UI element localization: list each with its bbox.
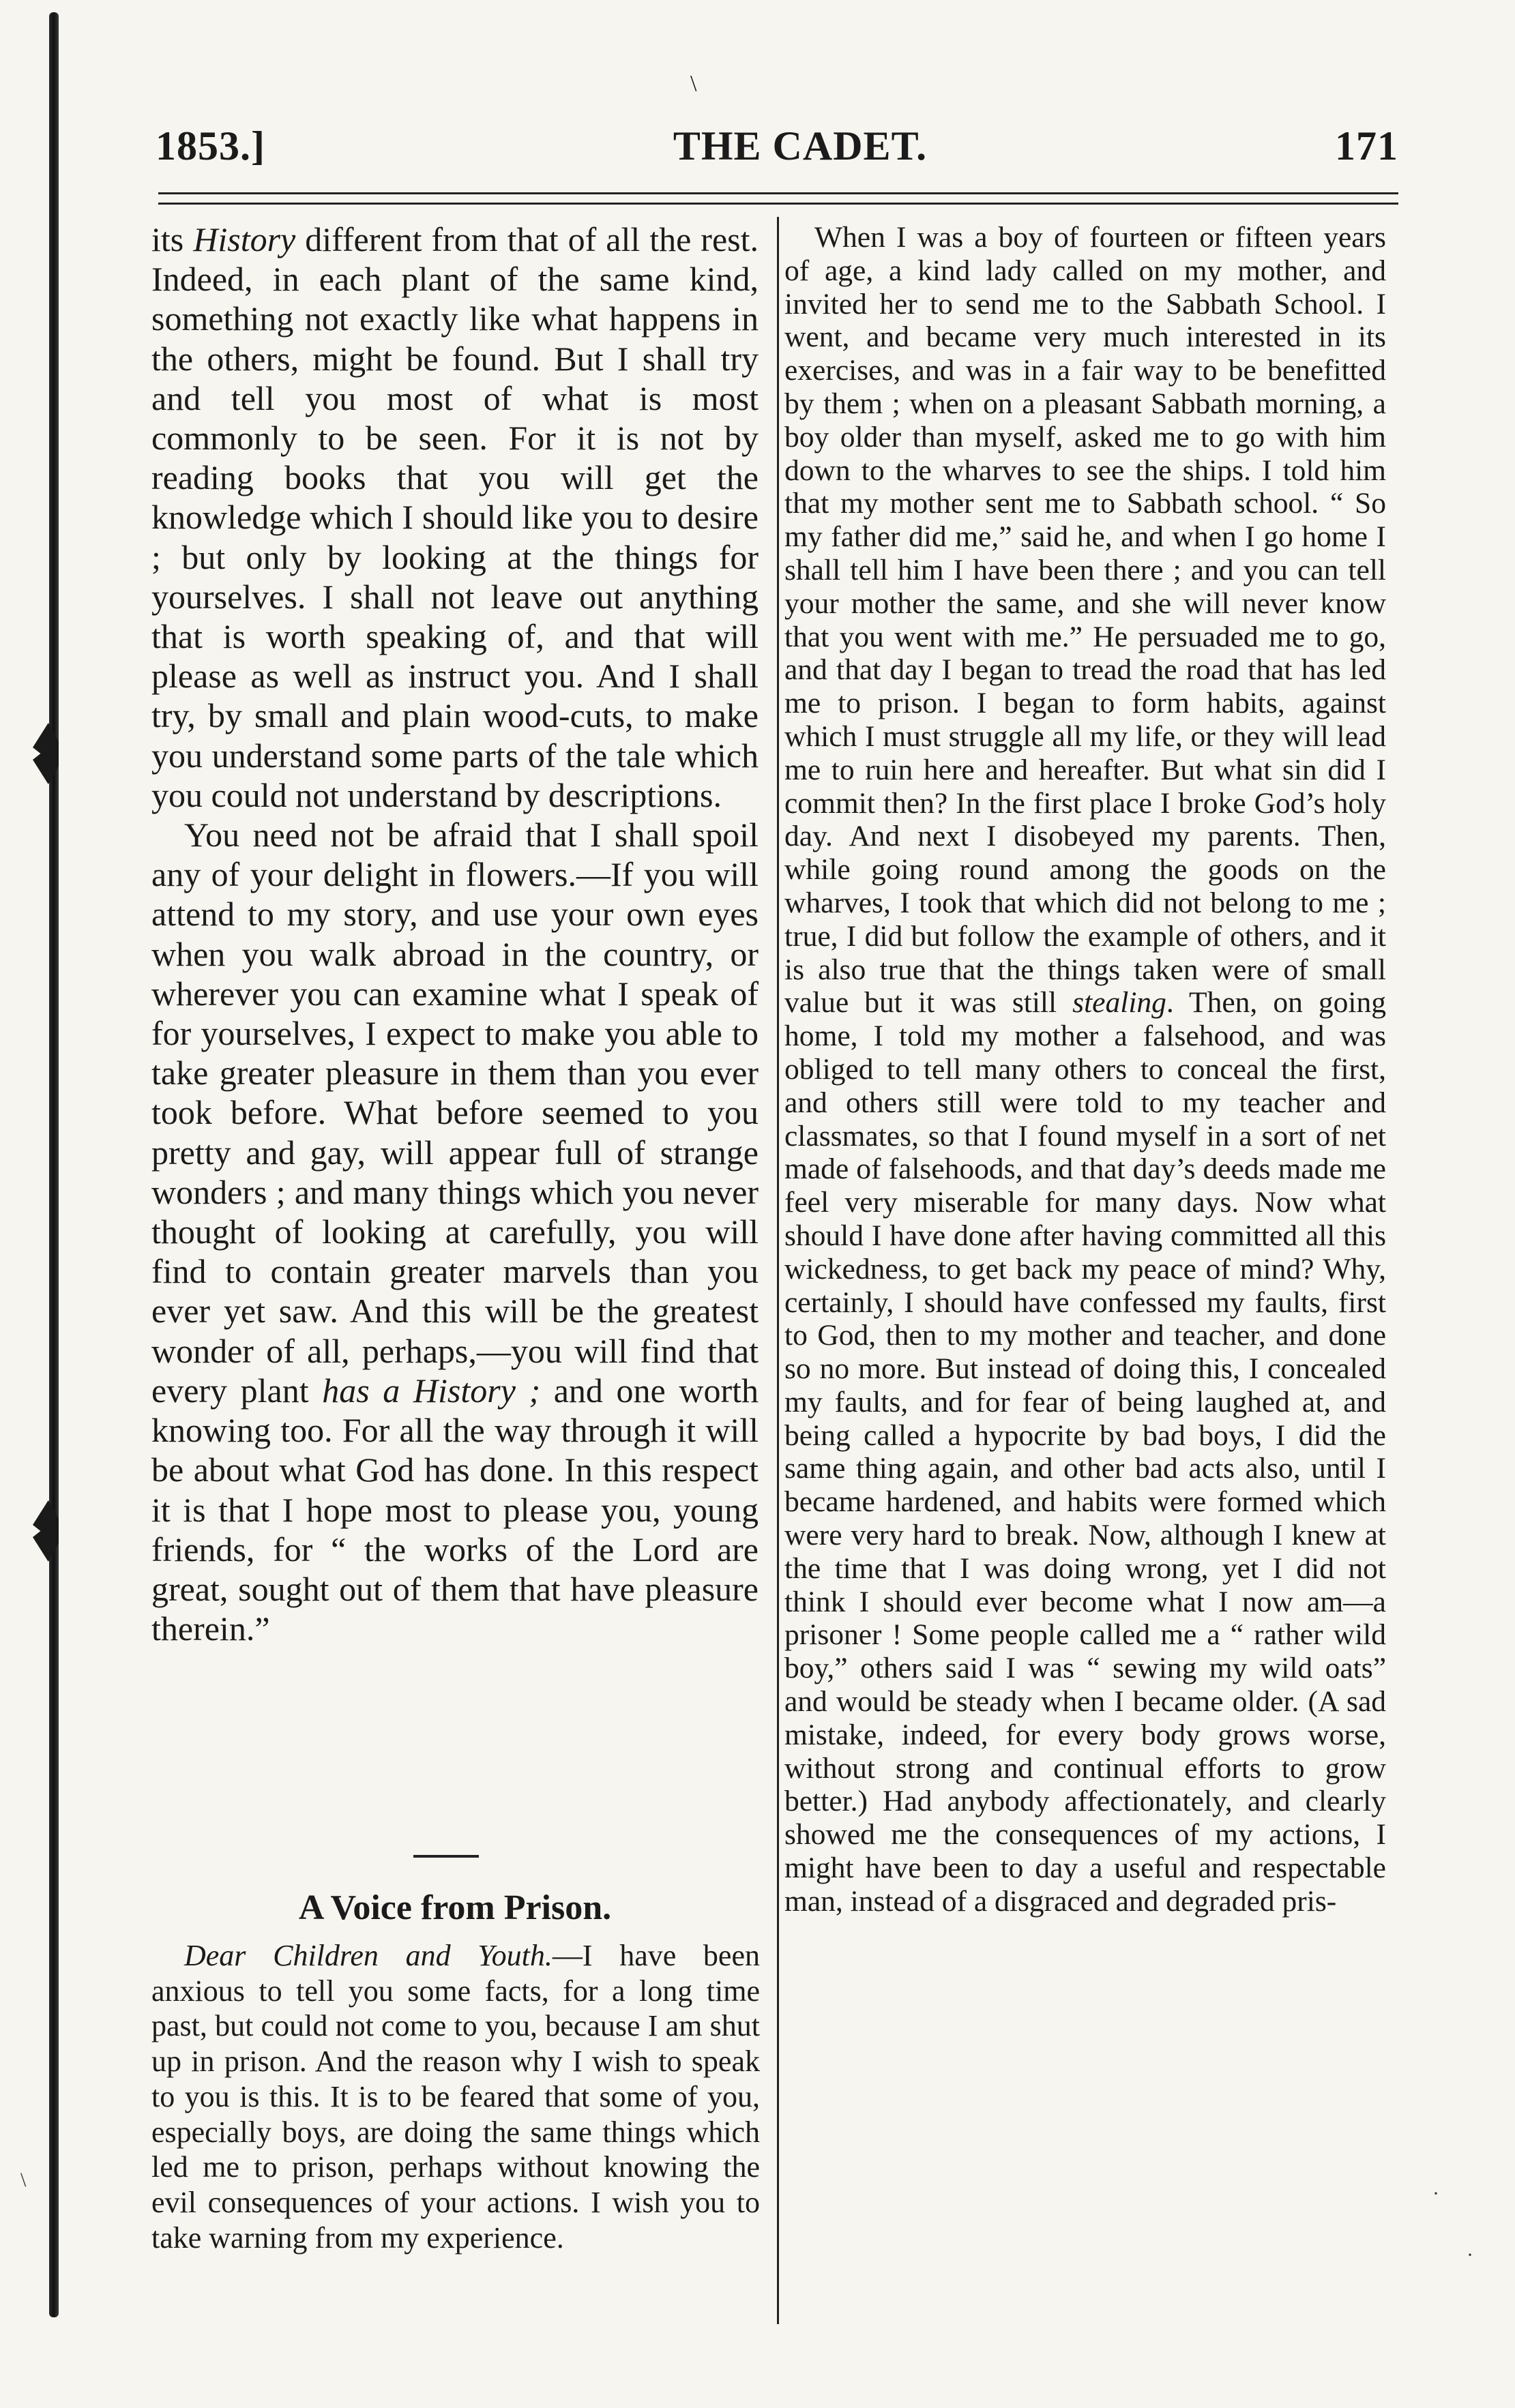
section-title: A Voice from Prison. [298, 1888, 612, 1927]
header-title: THE CADET. [673, 123, 928, 168]
running-header [156, 123, 1398, 184]
section-body [151, 1938, 760, 2255]
binding-edge [49, 12, 59, 2317]
page-number: 171 [1335, 123, 1398, 168]
left-paragraph-2: You need not be afraid that I shall spoil any of your delight in flowers.—If you will attend to my story, and use your own eyes when you walk abroad in the country, or wherever you can examine what I speak of for yourselves, I expect to make you able to take greater pleasure in them than you ever took before. What before seemed to you pretty and gay, will appear full of strange wonders ; and many things which you never thought of looking at carefully, you will find to contain greater marvels than you ever yet saw. And this will be the greatest wonder of all, perhaps,—you will find that every plant has a History ; and one worth knowing too. For all the way through it will be about what God has done. In this respect it is that I hope most to please you, young friends, for “ the works of the Lord are great, sought out of them that have pleasure therein.” [151, 816, 759, 1648]
right-paragraph: When I was a boy of fourteen or fifteen years of age, a kind lady called on my mother, and invited her to send me to the Sabbath School. I went, and became very much interested in its exercises, and was in a fair way to be benefitted by them ; when on a pleasant Sabbath morning, a boy older than myself, asked me to go with him down to the wharves to see the ships. I told him that my mother sent me to Sabbath school. “ So my father did me,” said he, and when I go home I shall tell him I have been there ; and you can tell your mother the same, and she will never know that you went with me.” He persuaded me to go, and that day I began to tread the road that has led me to prison. I began to form habits, against which I must struggle all my life, or they will lead me to ruin here and hereafter. But what sin did I commit then? In the first place I broke God’s holy day. And next I disobeyed my parents. Then, while going round among the goods on the wharves, I took that which did not belong to me ; true, I did but follow the example of others, and it is also true that the things taken were of small value but it was still stealing. Then, on going home, I told my mother a falsehood, and was obliged to tell many others to conceal the first, and others still were told to my teacher and classmates, so that I found myself in a sort of net made of falsehoods, and that day’s deeds made me feel very miserable for many days. Now what should I have done after having committed all this wickedness, to get back my peace of mind? Why, certainly, I should have confessed my faults, first to God, then to my mother and teacher, and done so no more. But instead of doing this, I concealed my faults, and for fear of being laughed at, and being called a hypocrite by bad boys, I did the same thing again, and other bad acts also, until I became hardened, and habits were formed which were very hard to break. Now, although I knew at the time that I was doing wrong, yet I did not think I should ever become what I now am—a prisoner ! Some people called me a “ rather wild boy,” others said I was “ sewing my wild oats” and would be steady when I became older. (A sad mistake, indeed, for every body grows worse, without strong and continual efforts to grow better.) Had anybody affectionately, and clearly showed me the consequences of my actions, I might have been to day a useful and respectable man, instead of a disgraced and degraded pris- [784, 221, 1386, 1918]
salutation: Dear Children and Youth. [184, 1939, 553, 1972]
section-separator [413, 1855, 479, 1858]
left-column [151, 220, 759, 1648]
top-mark: \ [690, 71, 697, 96]
left-paragraph-1: its History different from that of all the rest. Indeed, in each plant of the same kind, something not exactly like what happens in the others, might be found. But I shall try and tell you most of what is most commonly to be seen. For it is not by reading books that you will get the knowledge which I should like you to desire ; but only by looking at the things for yourselves. I shall not leave out anything that is worth speaking of, and that will please as well as instruct you. And I shall try, by small and plain wood-cuts, to make you understand some parts of the tale which you could not understand by descriptions. [151, 220, 759, 814]
header-date: 1853.] [156, 123, 265, 168]
section-paragraph: Dear Children and Youth.—I have been anxious to tell you some facts, for a long time past, but could not come to you, because I am shut up in prison. And the reason why I wish to speak to you is this. It is to be feared that some of you, especially boys, are doing the same things which led me to prison, perhaps without knowing the evil consequences of your actions. I wish you to take warning from my experience. [151, 1939, 760, 2255]
right-column [784, 221, 1386, 1918]
margin-speck: · [1432, 2182, 1439, 2205]
margin-speck: \ [20, 2169, 27, 2191]
column-divider [777, 217, 779, 2324]
margin-speck: · [1467, 2244, 1473, 2266]
header-rule [158, 192, 1398, 205]
